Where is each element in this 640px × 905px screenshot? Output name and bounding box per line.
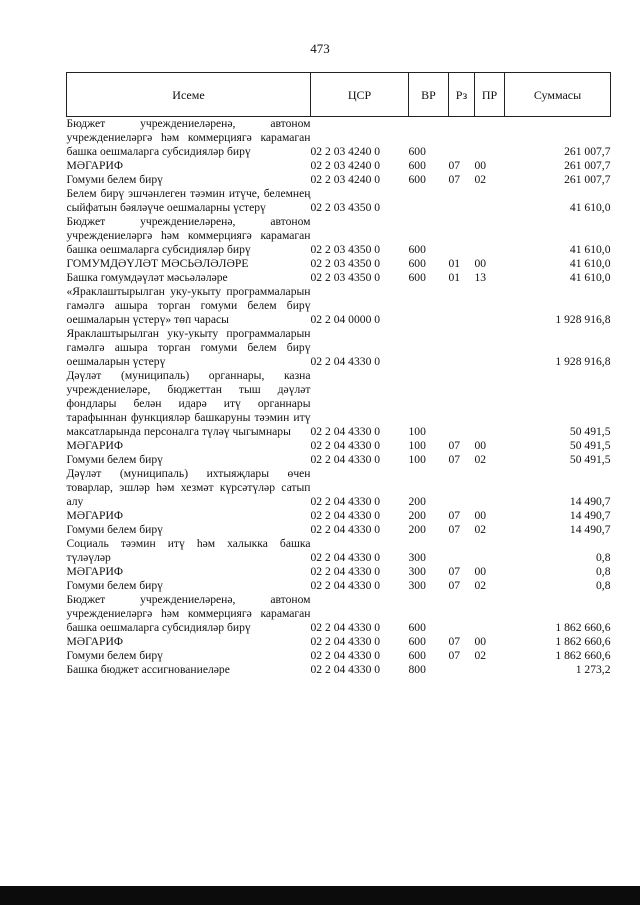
header-rz: Рз [449, 73, 475, 117]
row-vr-code: 600 [408, 145, 426, 158]
header-name: Исеме [67, 73, 311, 117]
row-pr-code: 02 [474, 579, 487, 592]
table-row [67, 523, 611, 537]
row-amount: 14 490,7 [569, 495, 611, 508]
row-pr-code [475, 187, 505, 215]
table-header [67, 73, 611, 117]
row-name: Гомуми белем бирү [66, 453, 163, 466]
row-csr-code: 02 2 04 4330 0 [310, 355, 381, 368]
row-pr-code [475, 215, 505, 257]
row-vr-code: 100 [408, 425, 426, 438]
table-body [67, 117, 611, 678]
row-vr-code: 300 [408, 551, 426, 564]
row-name: ГОМУМДӘҮЛӘТ МӘСЬӘЛӘЛӘРЕ [66, 257, 249, 270]
row-vr-code [409, 187, 449, 215]
row-amount: 14 490,7 [569, 523, 611, 536]
table-row [67, 467, 611, 509]
table-row [67, 537, 611, 565]
row-amount: 50 491,5 [569, 439, 611, 452]
row-pr-code [475, 593, 505, 635]
row-csr-code: 02 2 04 4330 0 [310, 649, 381, 662]
table-row [67, 509, 611, 523]
row-name: МӘГАРИФ [66, 565, 123, 578]
table-row [67, 187, 611, 215]
row-name: Бюджет учреждениеләренә, автоном учреждениеләргә һәм коммерциягә карамаган башка оешмаларга субсидияләр бирү [66, 215, 311, 256]
row-rz-code: 07 [448, 439, 461, 452]
row-pr-code: 00 [474, 439, 487, 452]
row-csr-code: 02 2 04 4330 0 [310, 425, 381, 438]
row-rz-code: 01 [448, 257, 461, 270]
row-amount: 1 862 660,6 [555, 621, 611, 634]
row-csr-code: 02 2 04 4330 0 [310, 635, 381, 648]
row-pr-code: 02 [474, 649, 487, 662]
row-name: МӘГАРИФ [66, 439, 123, 452]
header-csr: ЦСР [311, 73, 409, 117]
row-vr-code: 600 [408, 621, 426, 634]
row-name: Гомуми белем бирү [66, 579, 163, 592]
table-row [67, 453, 611, 467]
row-csr-code: 02 2 04 4330 0 [310, 509, 381, 522]
row-pr-code: 00 [474, 159, 487, 172]
row-vr-code: 100 [408, 453, 426, 466]
row-vr-code: 600 [408, 257, 426, 270]
budget-table [66, 72, 611, 677]
row-vr-code: 200 [408, 523, 426, 536]
row-rz-code: 07 [448, 649, 461, 662]
row-pr-code [475, 369, 505, 439]
row-csr-code: 02 2 04 4330 0 [310, 551, 381, 564]
row-vr-code: 600 [408, 173, 426, 186]
row-csr-code: 02 2 04 4330 0 [310, 663, 381, 676]
row-name: Бюджет учреждениеләренә, автоном учреждениеләргә һәм коммерциягә карамаган башка оешмаларга субсидияләр бирү [66, 593, 311, 634]
row-amount: 50 491,5 [569, 453, 611, 466]
row-rz-code: 07 [448, 565, 461, 578]
row-amount: 1 928 916,8 [555, 355, 611, 368]
row-name: МӘГАРИФ [66, 509, 123, 522]
row-amount: 41 610,0 [569, 271, 611, 284]
row-csr-code: 02 2 04 4330 0 [310, 621, 381, 634]
row-rz-code: 07 [448, 453, 461, 466]
row-csr-code: 02 2 03 4350 0 [310, 257, 381, 270]
row-vr-code: 100 [408, 439, 426, 452]
row-rz-code: 07 [448, 523, 461, 536]
row-csr-code: 02 2 03 4350 0 [310, 201, 381, 214]
row-name: Социаль тәэмин итү һәм халыкка башка түләүләр [66, 537, 311, 564]
row-amount: 41 610,0 [569, 257, 611, 270]
row-amount: 1 273,2 [575, 663, 611, 676]
row-csr-code: 02 2 04 4330 0 [310, 439, 381, 452]
row-pr-code [475, 663, 505, 677]
row-pr-code: 02 [474, 523, 487, 536]
row-name: Бюджет учреждениеләренә, автоном учреждениеләргә һәм коммерциягә карамаган башка оешмаларга субсидияләр бирү [66, 117, 311, 158]
row-pr-code: 00 [474, 565, 487, 578]
row-pr-code [475, 537, 505, 565]
row-rz-code: 07 [448, 509, 461, 522]
row-amount: 0,8 [596, 565, 611, 578]
row-rz-code [449, 117, 475, 160]
row-amount: 14 490,7 [569, 509, 611, 522]
row-rz-code: 07 [448, 173, 461, 186]
row-name: Белем бирү эшчәнлеген тәэмин итүче, белемнең сыйфатын бәяләүче оешмаларны үстерү [66, 187, 311, 214]
row-rz-code: 07 [448, 579, 461, 592]
row-rz-code: 07 [448, 159, 461, 172]
row-rz-code [449, 285, 475, 327]
row-vr-code: 600 [408, 159, 426, 172]
row-rz-code [449, 663, 475, 677]
row-vr-code [409, 327, 449, 369]
table-row [67, 663, 611, 677]
row-amount: 1 862 660,6 [555, 635, 611, 648]
row-pr-code: 02 [474, 173, 487, 186]
row-csr-code: 02 2 04 4330 0 [310, 565, 381, 578]
row-csr-code: 02 2 03 4240 0 [310, 173, 381, 186]
row-vr-code: 300 [408, 565, 426, 578]
table-row [67, 369, 611, 439]
row-csr-code: 02 2 04 4330 0 [310, 453, 381, 466]
table-row [67, 257, 611, 271]
row-csr-code: 02 2 03 4240 0 [310, 145, 381, 158]
row-amount: 261 007,7 [564, 173, 611, 186]
row-amount: 50 491,5 [569, 425, 611, 438]
table-row [67, 159, 611, 173]
row-csr-code: 02 2 04 4330 0 [310, 495, 381, 508]
row-amount: 41 610,0 [569, 243, 611, 256]
row-pr-code [475, 285, 505, 327]
row-amount: 1 862 660,6 [555, 649, 611, 662]
row-vr-code: 600 [408, 635, 426, 648]
row-vr-code [409, 285, 449, 327]
row-vr-code: 600 [408, 271, 426, 284]
page-number: 473 [310, 41, 330, 56]
scan-edge-bar [0, 886, 640, 905]
row-csr-code: 02 2 04 4330 0 [310, 579, 381, 592]
row-csr-code: 02 2 03 4240 0 [310, 159, 381, 172]
row-rz-code [449, 369, 475, 439]
row-vr-code: 800 [408, 663, 426, 676]
row-name: Башка бюджет ассигнованиеләре [66, 663, 230, 676]
header-pr: ПР [475, 73, 505, 117]
row-vr-code: 200 [408, 495, 426, 508]
header-vr: ВР [409, 73, 449, 117]
row-name: МӘГАРИФ [66, 635, 123, 648]
row-csr-code: 02 2 04 4330 0 [310, 523, 381, 536]
table-row [67, 327, 611, 369]
row-name: Гомуми белем бирү [66, 173, 163, 186]
row-pr-code: 13 [474, 271, 487, 284]
table-row [67, 565, 611, 579]
row-pr-code: 00 [474, 257, 487, 270]
row-amount: 0,8 [596, 551, 611, 564]
row-pr-code [475, 327, 505, 369]
table-row [67, 285, 611, 327]
row-csr-code: 02 2 03 4350 0 [310, 271, 381, 284]
header-sum: Суммасы [505, 73, 611, 117]
table-row [67, 635, 611, 649]
table-row [67, 649, 611, 663]
row-amount: 1 928 916,8 [555, 313, 611, 326]
row-vr-code: 200 [408, 509, 426, 522]
row-name: Башка гомумдәүләт мәсьәләләре [66, 271, 228, 284]
row-vr-code: 300 [408, 579, 426, 592]
row-rz-code: 01 [448, 271, 461, 284]
row-pr-code [475, 467, 505, 509]
row-amount: 41 610,0 [569, 201, 611, 214]
row-pr-code: 02 [474, 453, 487, 466]
row-pr-code [475, 117, 505, 160]
row-rz-code [449, 187, 475, 215]
row-name: Дәүләт (муниципаль) органнары, казна учреждениеләре, бюджеттан тыш дәүләт фондлары белән идарә итү органнары тарафыннан функцияләр башкаруны тәэмин итү максатларында персоналга түләү чыгымнары [66, 369, 311, 438]
row-csr-code: 02 2 03 4350 0 [310, 243, 381, 256]
table-row [67, 173, 611, 187]
row-rz-code [449, 593, 475, 635]
table-row [67, 271, 611, 285]
row-name: Дәүләт (муниципаль) ихтыяҗлары өчен товарлар, эшләр һәм хезмәт күрсәтүләр сатып алу [66, 467, 311, 508]
row-amount: 261 007,7 [564, 159, 611, 172]
row-name: «Яраклаштырылган уку-укыту программаларын гамәлгә ашыра торган гомуми белем бирү оешмаларын үстерү» төп чарасы [66, 285, 311, 326]
row-amount: 0,8 [596, 579, 611, 592]
row-rz-code: 07 [448, 635, 461, 648]
row-name: МӘГАРИФ [66, 159, 123, 172]
table-row [67, 117, 611, 160]
row-rz-code [449, 215, 475, 257]
row-amount: 261 007,7 [564, 145, 611, 158]
row-rz-code [449, 467, 475, 509]
row-name: Гомуми белем бирү [66, 649, 163, 662]
row-pr-code: 00 [474, 635, 487, 648]
row-vr-code: 600 [408, 649, 426, 662]
table-row [67, 593, 611, 635]
row-rz-code [449, 537, 475, 565]
row-pr-code: 00 [474, 509, 487, 522]
table-row [67, 439, 611, 453]
table-row [67, 215, 611, 257]
table-row [67, 579, 611, 593]
row-rz-code [449, 327, 475, 369]
row-name: Гомуми белем бирү [66, 523, 163, 536]
row-vr-code: 600 [408, 243, 426, 256]
row-csr-code: 02 2 04 0000 0 [310, 313, 381, 326]
row-name: Яраклаштырылган уку-укыту программаларын гамәлгә ашыра торган гомуми белем бирү оешмаларын үстерү [66, 327, 311, 368]
